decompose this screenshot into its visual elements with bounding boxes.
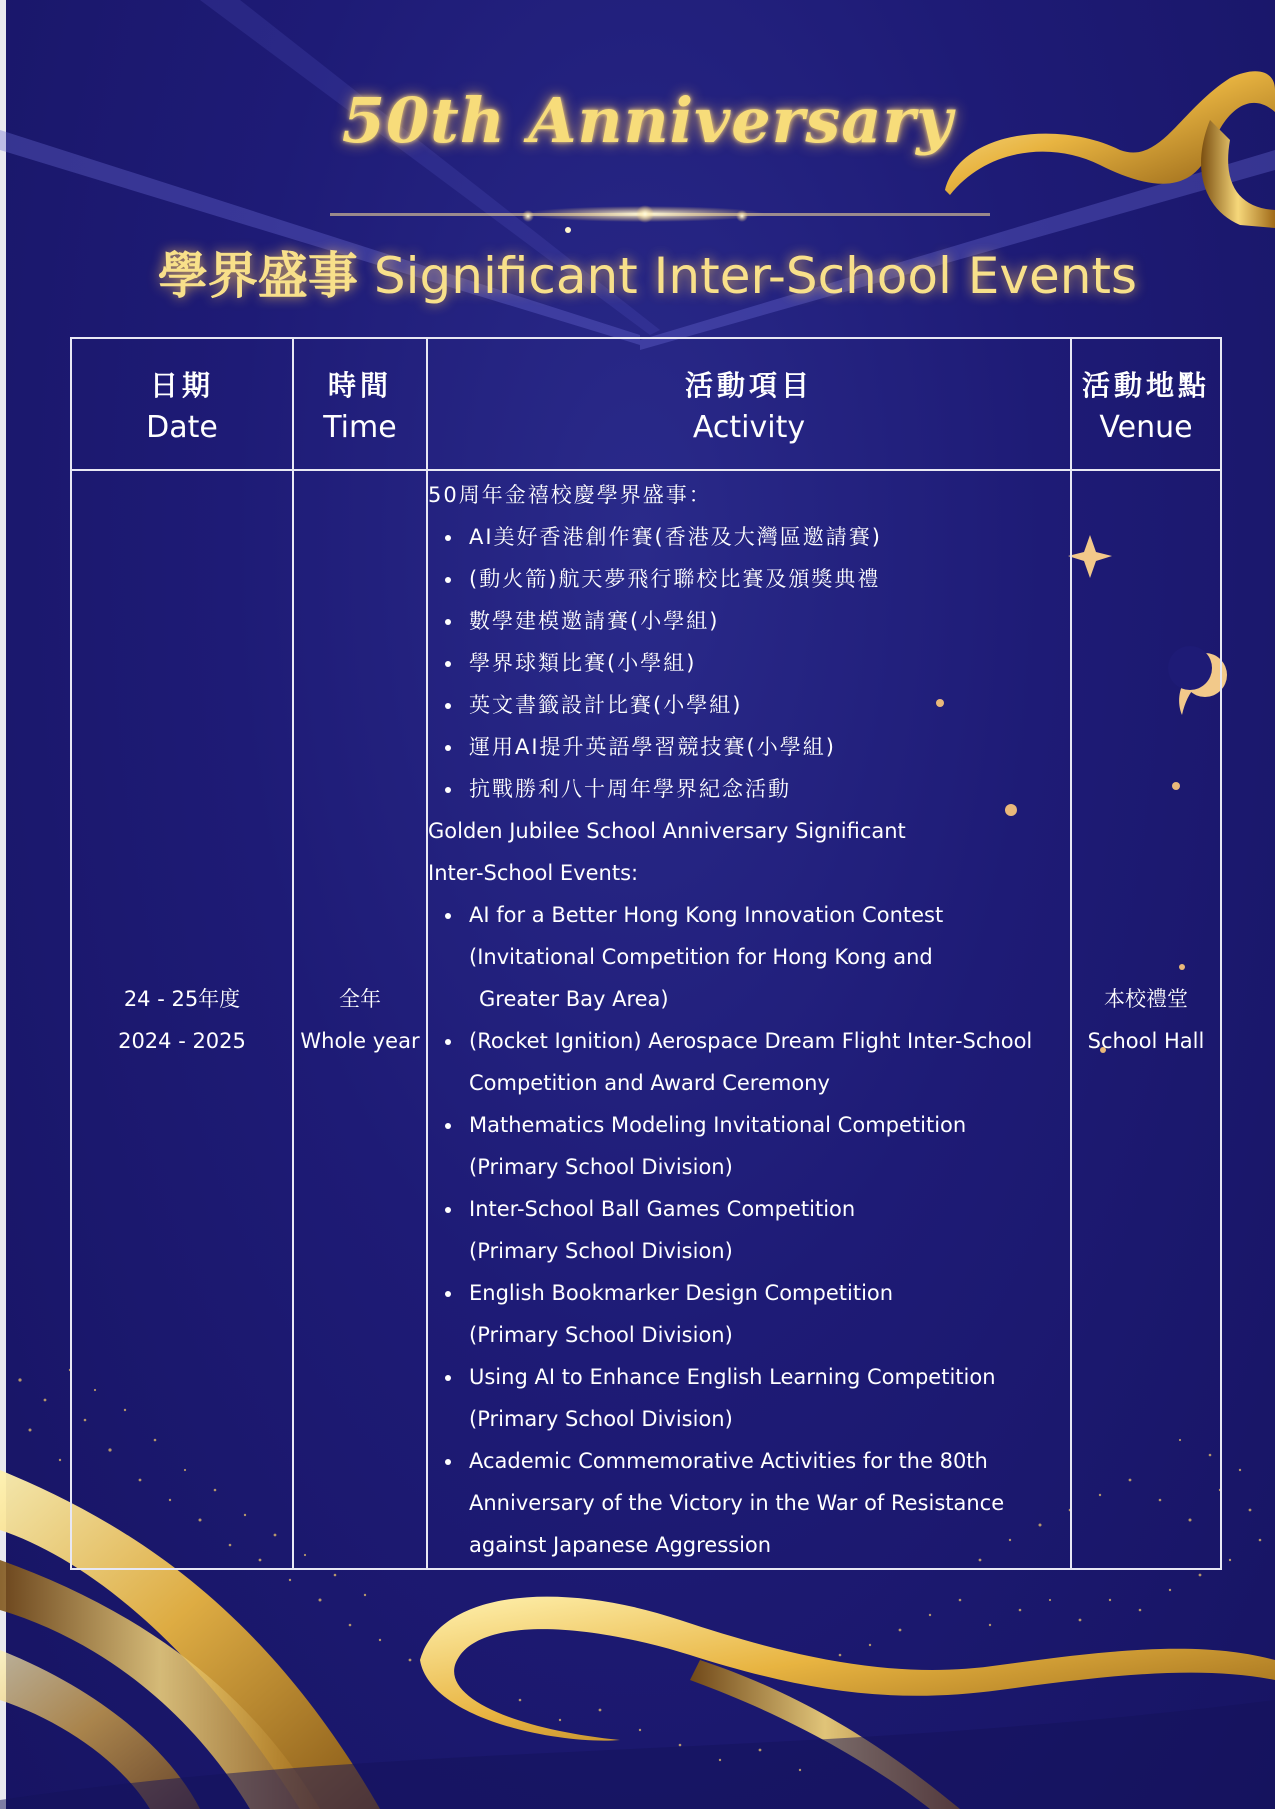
venue-en: School Hall (1087, 1028, 1205, 1053)
table-header-row (71, 338, 1221, 470)
item-line: (Primary School Division) (469, 1238, 733, 1263)
events-heading (0, 236, 1275, 308)
list-item (464, 894, 1070, 1020)
item-line: (Primary School Division) (469, 1322, 733, 1347)
time-en: Whole year (300, 1028, 420, 1053)
header-activity-zh: 活動項目 (684, 368, 813, 402)
table-row (71, 470, 1221, 1569)
header-venue-zh: 活動地點 (1081, 368, 1210, 402)
header-venue (1071, 338, 1221, 470)
item-line: Greater Bay Area) (479, 986, 669, 1011)
venue-zh: 本校禮堂 (1104, 986, 1188, 1011)
events-table (70, 337, 1222, 1570)
header-activity (427, 338, 1071, 470)
list-item (464, 1356, 1070, 1440)
item-line: Anniversary of the Victory in the War of Resistance (469, 1490, 1005, 1515)
item-line: against Japanese Aggression (469, 1532, 772, 1557)
list-item (464, 1188, 1070, 1272)
events-heading-en: Significant Inter-School Events (373, 247, 1138, 305)
item-line: • Inter-School Ball Games Competition (469, 1196, 856, 1221)
item-line: • Using AI to Enhance English Learning Competition (469, 1364, 996, 1389)
list-item: • 運用AI提升英語學習競技賽(小學組) (464, 726, 1070, 768)
header-activity-en: Activity (692, 409, 806, 445)
title-sparkle (330, 205, 990, 233)
item-line: • (Rocket Ignition) Aerospace Dream Flight Inter-School (469, 1028, 1033, 1053)
header-date-en: Date (146, 409, 218, 445)
events-heading-zh: 學界盛事 (157, 247, 358, 305)
item-line: • Academic Commemorative Activities for the 80th (469, 1448, 988, 1473)
activity-cell (427, 470, 1071, 1569)
list-item: • AI美好香港創作賽(香港及大灣區邀請賽) (464, 516, 1070, 558)
list-item: • 抗戰勝利八十周年學界紀念活動 (464, 768, 1070, 810)
activity-intro-en-line-2: Inter-School Events: (428, 860, 639, 885)
header-venue-en: Venue (1099, 409, 1193, 445)
date-cell (71, 470, 293, 1569)
header-time (293, 338, 427, 470)
item-line: • English Bookmarker Design Competition (469, 1280, 894, 1305)
list-item: • 英文書籤設計比賽(小學組) (464, 684, 1070, 726)
list-item (464, 1440, 1070, 1566)
item-line: (Primary School Division) (469, 1154, 733, 1179)
list-item: • 學界球類比賽(小學組) (464, 642, 1070, 684)
list-item: • 數學建模邀請賽(小學組) (464, 600, 1070, 642)
item-line: • AI for a Better Hong Kong Innovation Contest (469, 902, 944, 927)
date-zh: 24 - 25年度 (123, 986, 241, 1011)
activity-list-zh (428, 516, 1070, 810)
item-line: Competition and Award Ceremony (469, 1070, 830, 1095)
activity-list-en (428, 894, 1070, 1566)
header-date (71, 338, 293, 470)
anniversary-title: 50th Anniversary (341, 84, 954, 157)
header-date-zh: 日期 (149, 368, 214, 402)
list-item (464, 1020, 1070, 1104)
time-cell (293, 470, 427, 1569)
header-time-en: Time (323, 409, 397, 445)
header-time-zh: 時間 (327, 368, 392, 402)
activity-intro-zh: 50周年金禧校慶學界盛事： (428, 482, 712, 507)
list-item (464, 1104, 1070, 1188)
activity-intro-en-line-1: Golden Jubilee School Anniversary Significant (428, 818, 906, 843)
item-line: (Invitational Competition for Hong Kong and (469, 944, 933, 969)
venue-cell (1071, 470, 1221, 1569)
date-en: 2024 - 2025 (118, 1028, 246, 1053)
item-line: (Primary School Division) (469, 1406, 733, 1431)
item-line: • Mathematics Modeling Invitational Competition (469, 1112, 967, 1137)
list-item (464, 1272, 1070, 1356)
list-item: • (動火箭)航天夢飛行聯校比賽及頒獎典禮 (464, 558, 1070, 600)
time-zh: 全年 (339, 986, 381, 1011)
